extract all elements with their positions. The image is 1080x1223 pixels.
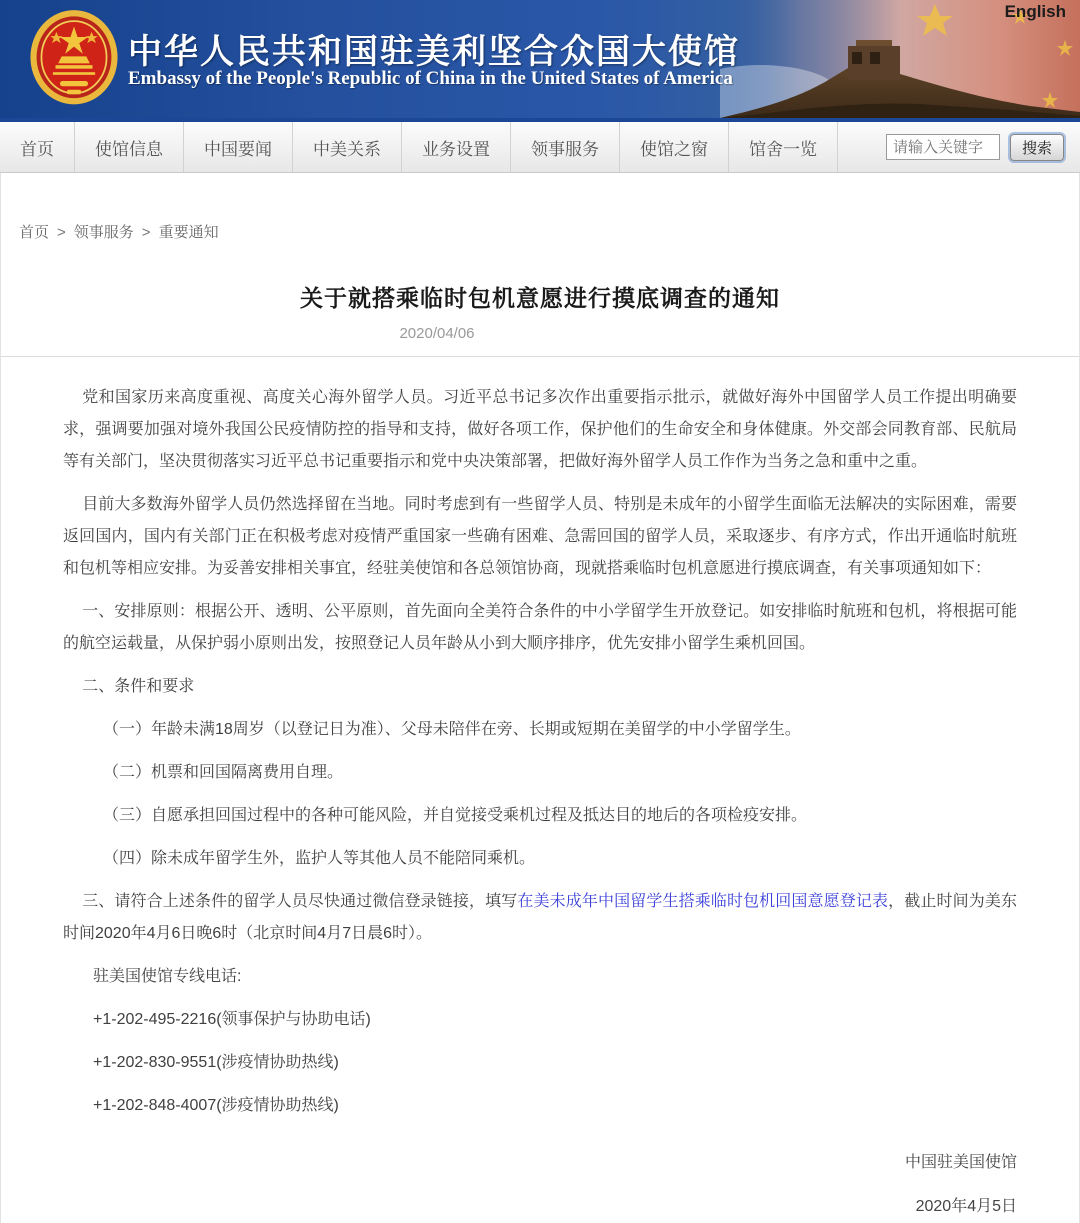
nav-item-使馆之窗[interactable]: 使馆之窗: [620, 122, 729, 172]
article-paragraph: 党和国家历来高度重视、高度关心海外留学人员。习近平总书记多次作出重要指示批示，就做好海外中国留学人员工作提出明确要求，强调要加强对境外我国公民疫情防控的指导和支持，做好各项工作，保护他们的生命安全和身体健康。外交部会同教育部、民航局等有关部门，坚决贯彻落实习近平总书记重要指示和党中央决策部署，把做好海外留学人员工作作为当务之急和重中之重。: [63, 389, 1017, 470]
english-language-link[interactable]: English: [1004, 2, 1066, 21]
article-paragraph: （四）除未成年留学生外，监护人等其他人员不能陪同乘机。: [103, 850, 536, 867]
search-input[interactable]: [886, 134, 1000, 160]
article-paragraph: 二、条件和要求: [82, 678, 195, 695]
article-paragraph: 一、安排原则：根据公开、透明、公平原则，首先面向全美符合条件的中小学留学生开放登记。如安排临时航班和包机，将根据可能的航空运载量，从保护弱小原则出发，按照登记人员年龄从小到大顺序排序，优先安排小留学生乘机回国。: [63, 603, 1017, 652]
article-paragraph: 驻美国使馆专线电话:: [93, 968, 242, 985]
breadcrumb-item-重要通知[interactable]: 重要通知: [158, 224, 219, 241]
nav-item-中国要闻[interactable]: 中国要闻: [184, 122, 293, 172]
article-paragraph: （一）年龄未满18周岁（以登记日为准）、父母未陪伴在旁、长期或短期在美留学的中小学留学生。: [103, 721, 801, 738]
article-paragraph: 目前大多数海外留学人员仍然选择留在当地。同时考虑到有一些留学人员、特别是未成年的小留学生面临无法解决的实际困难，需要返回国内，国内有关部门正在积极考虑对疫情严重国家一些确有困难、急需回国的留学人员，采取逐步、有序方式，作出开通临时航班和包机等相应安排。为妥善安排相关事宜，经驻美使馆和各总领馆协商，现就搭乘临时包机意愿进行摸底调查，有关事项通知如下：: [63, 496, 1017, 577]
china-national-emblem-icon: [30, 10, 118, 108]
article-paragraph: +1-202-495-2216(领事保护与协助电话): [93, 1011, 371, 1028]
page-content: [0, 173, 1080, 1223]
article-paragraph: +1-202-848-4007(涉疫情协助热线): [93, 1097, 339, 1114]
article-paragraph: 三、请符合上述条件的留学人员尽快通过微信登录链接，填写在美未成年中国留学生搭乘临时包机回国意愿登记表，截止时间为美东时间2020年4月6日晚6时（北京时间4月7日晨6时）。: [63, 893, 1017, 942]
nav-item-领事服务[interactable]: 领事服务: [511, 122, 620, 172]
nav-item-首页[interactable]: 首页: [0, 122, 75, 172]
signature-date: 2020年4月5日: [915, 1198, 1017, 1215]
breadcrumb: [1, 173, 1079, 242]
breadcrumb-item-首页[interactable]: 首页: [19, 224, 50, 241]
site-title-english: Embassy of the People's Republic of China in the United States of America: [128, 68, 733, 89]
site-title-chinese: 中华人民共和国驻美利坚合众国大使馆: [128, 34, 740, 71]
article-paragraph: （三）自愿承担回国过程中的各种可能风险，并自觉接受乘机过程及抵达目的地后的各项检疫安排。: [103, 807, 808, 824]
nav-item-中美关系[interactable]: 中美关系: [293, 122, 402, 172]
main-navigation: [0, 118, 1080, 173]
article-paragraph: +1-202-830-9551(涉疫情协助热线): [93, 1054, 339, 1071]
nav-item-使馆信息[interactable]: 使馆信息: [75, 122, 184, 172]
article-date: 2020/04/06: [399, 325, 475, 342]
page-title: 关于就搭乘临时包机意愿进行摸底调查的通知: [300, 285, 780, 311]
search-area: [886, 122, 1080, 172]
site-header: [0, 0, 1080, 118]
article-paragraph: （二）机票和回国隔离费用自理。: [103, 764, 344, 781]
registration-form-link[interactable]: 在美未成年中国留学生搭乘临时包机回国意愿登记表: [517, 893, 889, 910]
article-body: [1, 357, 1079, 1122]
nav-items-container: [0, 122, 838, 172]
nav-item-业务设置[interactable]: 业务设置: [402, 122, 511, 172]
breadcrumb-separator: >: [141, 224, 151, 241]
search-button[interactable]: 搜索: [1010, 134, 1064, 161]
signature-block: [1, 1133, 1079, 1223]
nav-item-馆舍一览[interactable]: 馆舍一览: [729, 122, 838, 172]
breadcrumb-separator: >: [57, 224, 66, 241]
breadcrumb-item-领事服务[interactable]: 领事服务: [73, 224, 134, 241]
signature-org: 中国驻美国使馆: [904, 1154, 1017, 1171]
